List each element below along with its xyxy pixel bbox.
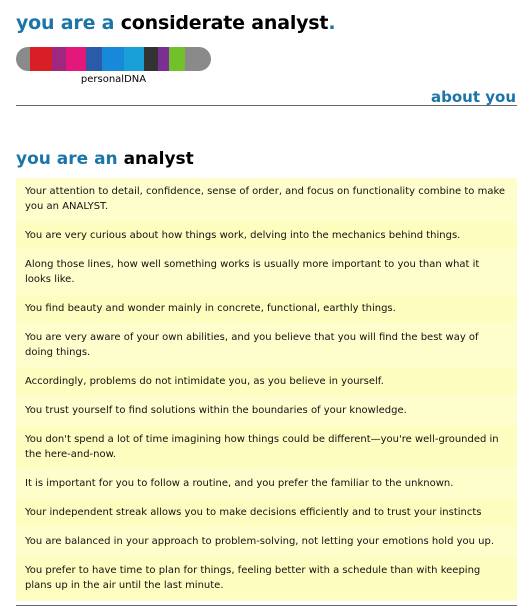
dna-segment: [86, 47, 102, 71]
trait-list: [16, 178, 517, 601]
dna-segment: [102, 47, 124, 71]
personal-dna-bar[interactable]: [16, 47, 211, 71]
section-title-main: analyst: [123, 149, 194, 169]
section-title: [16, 149, 194, 169]
dna-segment: [66, 47, 86, 71]
trait-item: You prefer to have time to plan for things, feeling better with a schedule than with keeping plans up in the air until the last minute.: [16, 557, 517, 599]
trait-item: It is important for you to follow a routine, and you prefer the familiar to the unknown.: [16, 470, 517, 497]
header-divider: [16, 105, 517, 106]
trait-item: You are balanced in your approach to problem-solving, not letting your emotions hold you up.: [16, 528, 517, 555]
page-title-prefix: you are a: [16, 12, 121, 34]
trait-item: You trust yourself to find solutions within the boundaries of your knowledge.: [16, 397, 517, 424]
dna-segment: [16, 47, 30, 71]
about-you-link[interactable]: about you: [431, 88, 516, 106]
personal-dna-label: personalDNA: [80, 74, 147, 85]
page-title-main: considerate analyst: [120, 12, 329, 34]
trait-item: Along those lines, how well something works is usually more important to you than what it looks like.: [16, 251, 517, 293]
dna-segment: [169, 47, 185, 71]
dna-segment: [124, 47, 144, 71]
page-title-suffix: .: [328, 12, 336, 34]
trait-item: You are very curious about how things work, delving into the mechanics behind things.: [16, 222, 517, 249]
dna-segment: [158, 47, 169, 71]
dna-segment: [52, 47, 66, 71]
trait-item: Accordingly, problems do not intimidate you, as you believe in yourself.: [16, 368, 517, 395]
trait-item: You don't spend a lot of time imagining how things could be different—you're well-grounded in the here-and-now.: [16, 426, 517, 468]
dna-segment: [144, 47, 158, 71]
trait-item: Your independent streak allows you to make decisions efficiently and to trust your instincts: [16, 499, 517, 526]
dna-segment: [185, 47, 211, 71]
trait-item: You find beauty and wonder mainly in concrete, functional, earthly things.: [16, 295, 517, 322]
page-title: [16, 12, 335, 34]
trait-item: You are very aware of your own abilities, and you believe that you will find the best way of doing things.: [16, 324, 517, 366]
dna-segment: [30, 47, 52, 71]
section-title-prefix: you are an: [16, 149, 124, 169]
trait-item: Your attention to detail, confidence, sense of order, and focus on functionality combine to make you an ANALYST.: [16, 178, 517, 220]
